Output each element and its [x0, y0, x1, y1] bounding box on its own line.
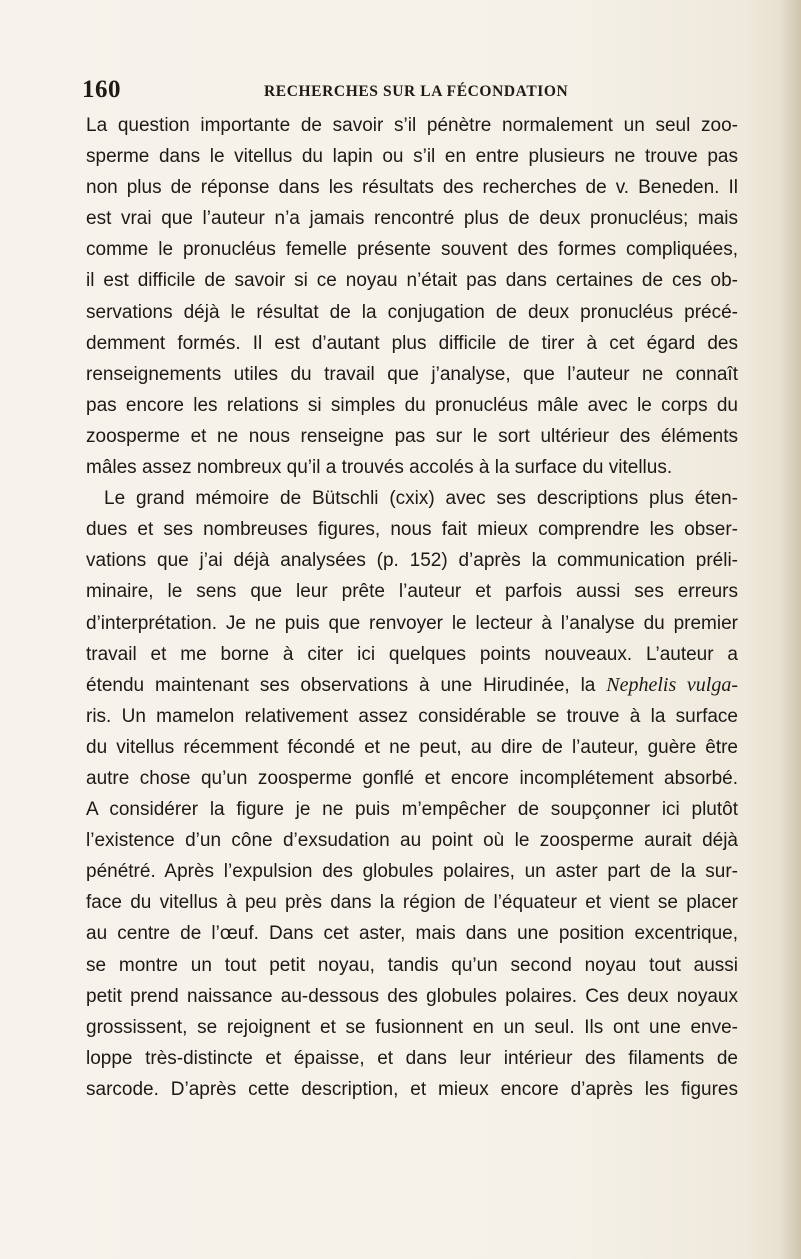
- text-line: au centre de l’œuf. Dans cet aster, mais dans une position excentrique,: [86, 923, 738, 945]
- running-title: RECHERCHES SUR LA FÉCONDATION: [264, 83, 569, 100]
- text-line: l’existence d’un cône d’exsudation au point où le zoosperme aurait déjà: [86, 830, 738, 852]
- text-line: se montre un tout petit noyau, tandis qu’un second noyau tout aussi: [86, 954, 738, 976]
- text-line: il est difficile de savoir si ce noyau n’était pas dans certaines de ces ob-: [86, 270, 738, 292]
- body-paragraphs: [86, 110, 738, 1105]
- italic-species-name: Nephelis vulga-: [606, 673, 738, 696]
- text-line: comme le pronucléus femelle présente souvent des formes compliquées,: [86, 239, 738, 261]
- text-line: A considérer la figure je ne puis m’empêcher de soupçonner ici plutôt: [86, 799, 738, 821]
- page-header: [82, 76, 742, 106]
- text-line: dues et ses nombreuses figures, nous fait mieux comprendre les obser-: [86, 519, 738, 541]
- text-line: est vrai que l’auteur n’a jamais rencontré plus de deux pronucléus; mais: [86, 208, 738, 230]
- text-line: pénétré. Après l’expulsion des globules polaires, un aster part de la sur-: [86, 861, 738, 883]
- page-edge-shadow: [779, 0, 801, 1259]
- text-line: zoosperme et ne nous renseigne pas sur le sort ultérieur des éléments: [86, 425, 738, 447]
- text-line: du vitellus récemment fécondé et ne peut, au dire de l’auteur, guère être: [86, 736, 738, 758]
- text-line: d’interprétation. Je ne puis que renvoyer le lecteur à l’analyse du premier: [86, 612, 738, 634]
- text-segment: étendu maintenant ses observations à une Hirudinée, la: [86, 674, 607, 696]
- text-line: sperme dans le vitellus du lapin ou s’il en entre plusieurs ne trouve pas: [86, 146, 738, 168]
- text-line: face du vitellus à peu près dans la région de l’équateur et vient se placer: [86, 892, 738, 914]
- text-line: demment formés. Il est d’autant plus difficile de tirer à cet égard des: [86, 332, 738, 354]
- text-line: pas encore les relations si simples du pronucléus mâle avec le corps du: [86, 394, 738, 416]
- text-line: autre chose qu’un zoosperme gonflé et encore incomplétement absorbé.: [86, 767, 738, 789]
- text-line: servations déjà le résultat de la conjugation de deux pronucléus précé-: [86, 301, 738, 323]
- text-line: renseignements utiles du travail que j’analyse, que l’auteur ne connaît: [86, 363, 738, 385]
- page-number: 160: [82, 76, 121, 103]
- text-line: La question importante de savoir s’il pénètre normalement un seul zoo-: [86, 115, 738, 136]
- text-line: travail et me borne à citer ici quelques points nouveaux. L’auteur a: [86, 643, 738, 665]
- text-line: grossissent, se rejoignent et se fusionnent en un seul. Ils ont une enve-: [86, 1016, 738, 1038]
- text-line: loppe très-distincte et épaisse, et dans leur intérieur des filaments de: [86, 1047, 738, 1069]
- text-line: minaire, le sens que leur prête l’auteur et parfois aussi ses erreurs: [86, 581, 738, 603]
- text-line: non plus de réponse dans les résultats des recherches de v. Beneden. Il: [86, 177, 738, 199]
- text-line: Le grand mémoire de Bütschli (cxix) avec ses descriptions plus éten-: [104, 488, 738, 510]
- text-line: ris. Un mamelon relativement assez considérable se trouve à la surface: [86, 705, 738, 727]
- text-line: sarcode. D’après cette description, et mieux encore d’après les figures: [86, 1078, 738, 1100]
- text-line: vations que j’ai déjà analysées (p. 152) d’après la communication préli-: [86, 550, 738, 572]
- text-line: petit prend naissance au-dessous des globules polaires. Ces deux noyaux: [86, 985, 738, 1007]
- text-line-with-italic: [86, 670, 738, 701]
- text-line: mâles assez nombreux qu’il a trouvés accolés à la surface du vitellus.: [86, 457, 673, 479]
